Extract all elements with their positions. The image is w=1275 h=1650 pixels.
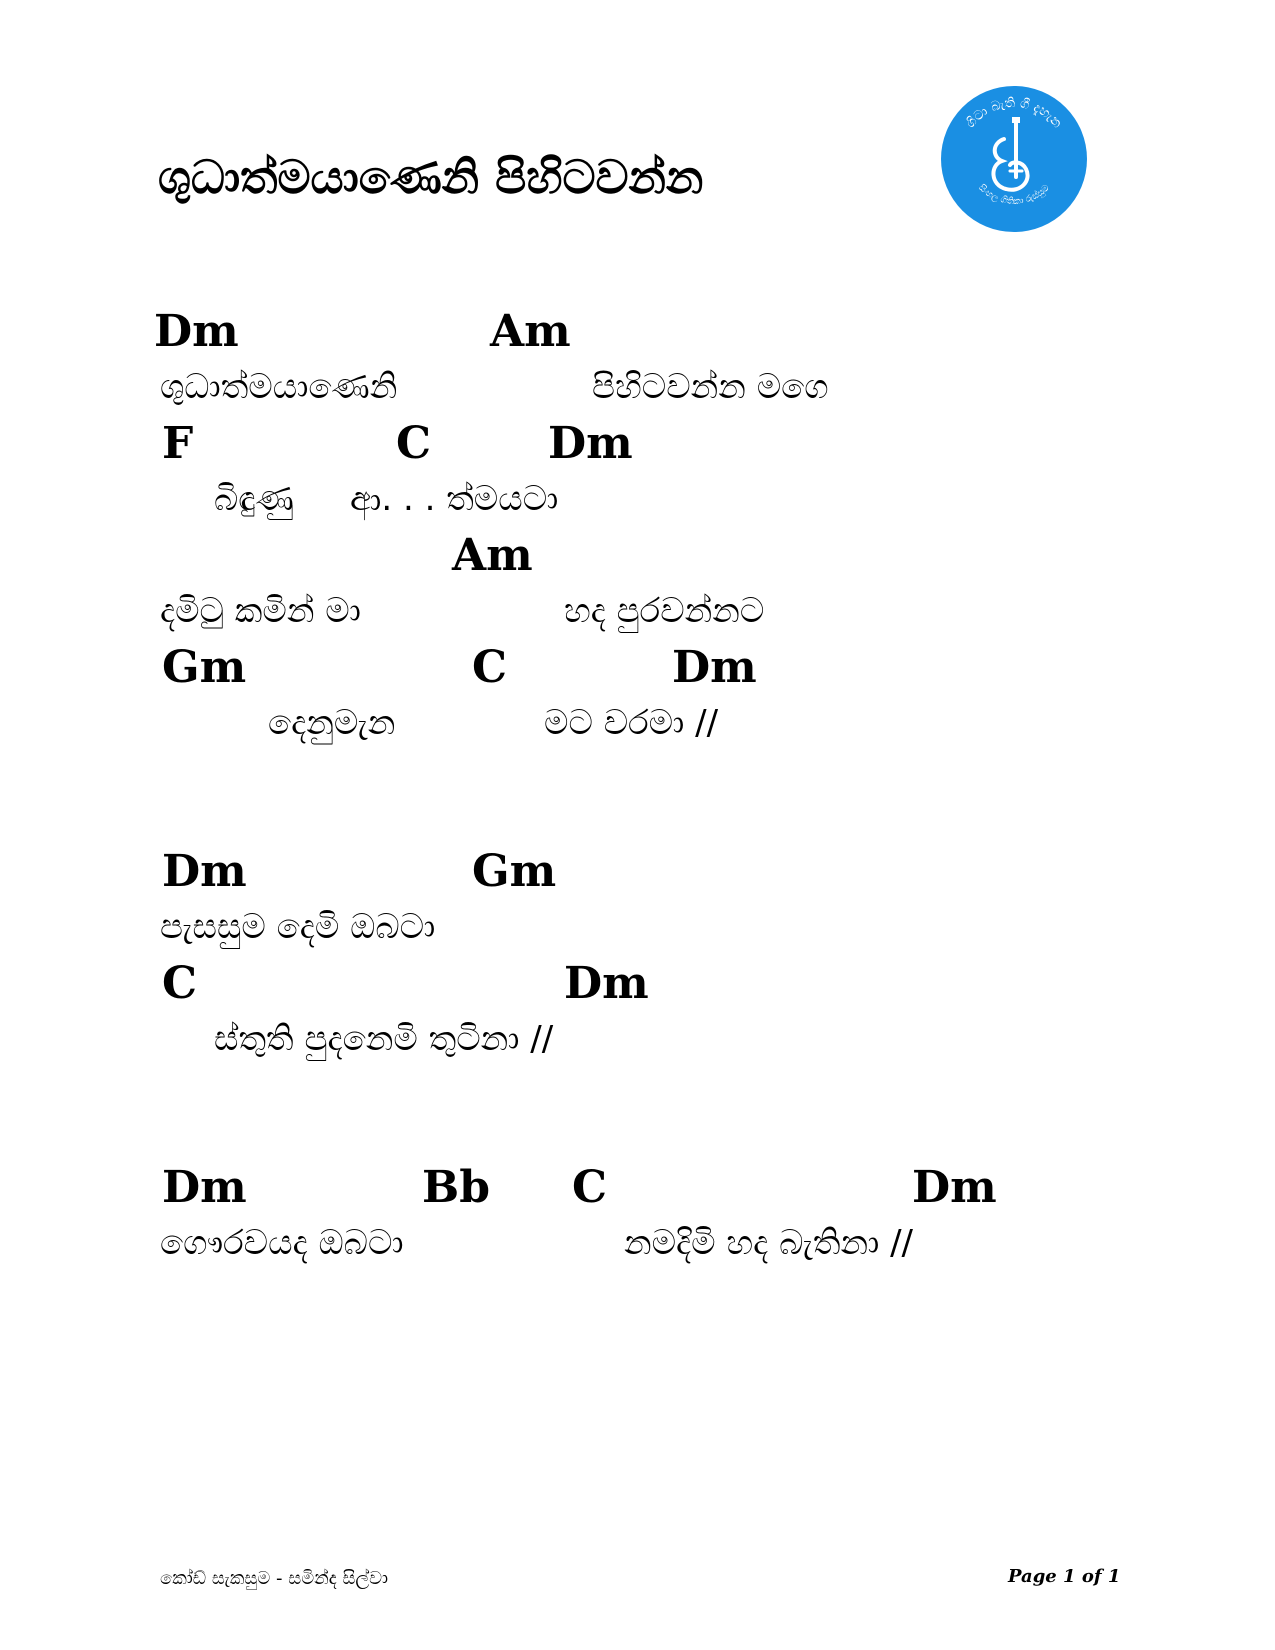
page-label: Page — [1008, 1566, 1057, 1587]
logo-ring-bottom-text: සිංහල ගිතිකා රුස්සුම — [976, 183, 1052, 208]
chord: Dm — [548, 418, 633, 469]
chord: C — [472, 642, 508, 693]
logo — [940, 85, 1088, 233]
page-of: of — [1081, 1566, 1102, 1587]
chord: Am — [490, 306, 571, 357]
lyric-line: නමදිමි හද බැතිනා // — [624, 1223, 913, 1263]
chord: Dm — [672, 642, 757, 693]
chord: Am — [452, 530, 533, 581]
chord: Dm — [564, 958, 649, 1009]
lyric-line: ස්තුති පුදනෙමි තුටිනා // — [214, 1019, 554, 1059]
chord: C — [572, 1162, 608, 1213]
lyric-line: හද පුරවන්නට — [564, 591, 765, 631]
chord: Dm — [162, 846, 247, 897]
lyric-line: දමිටු කමින් මා — [160, 591, 361, 631]
chord: F — [162, 418, 194, 469]
song-title: ශුධාත්මයාණෙනි පිහිටවන්න — [158, 150, 704, 204]
chord: C — [162, 958, 198, 1009]
lyric-line: ශුධාත්මයාණෙනි — [160, 367, 398, 407]
chord: Dm — [154, 306, 239, 357]
chord: Gm — [162, 642, 247, 693]
lyric-line: පැසසුම දෙමි ඔබටා — [160, 907, 436, 947]
page-current: 1 — [1063, 1566, 1076, 1587]
chord: C — [396, 418, 432, 469]
lyric-line: පිහිටවන්න මගෙ — [592, 367, 829, 407]
chord: Dm — [162, 1162, 247, 1213]
chord: Gm — [472, 846, 557, 897]
footer-credit: කෝඩ් සැකසුම - සමින්ද සිල්වා — [160, 1568, 389, 1589]
page-total: 1 — [1107, 1566, 1121, 1587]
lyric-line: ගෞරවයද ඔබටා — [160, 1223, 404, 1263]
lyric-line: ආ. . . ත්මයටා — [350, 479, 559, 519]
chord: Bb — [422, 1162, 490, 1213]
page-number — [1008, 1566, 1120, 1587]
lyric-line: මට වරමා // — [544, 703, 719, 743]
logo-ring-top-text: ගිටා බැති ගී දැහැන — [963, 95, 1065, 132]
lyric-line: දෙනුමැන — [268, 703, 396, 743]
chord: Dm — [912, 1162, 997, 1213]
lyric-line: බිඳුණු — [214, 479, 294, 519]
